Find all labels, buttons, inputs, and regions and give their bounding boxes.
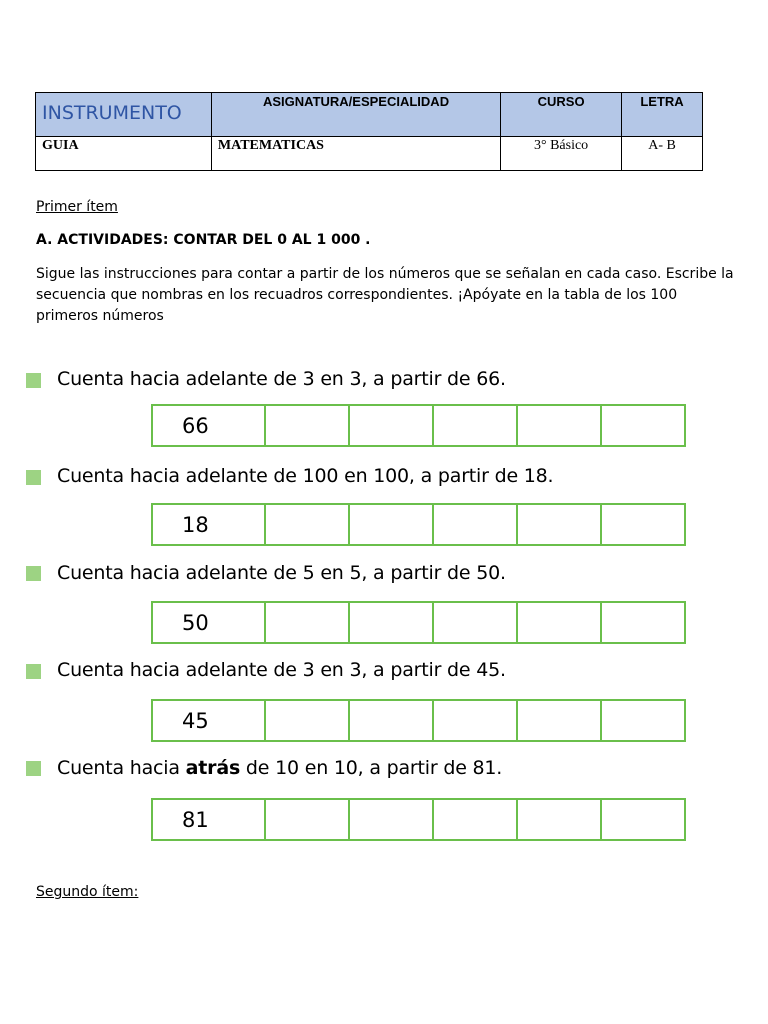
asignatura-label: ASIGNATURA/ESPECIALIDAD xyxy=(262,94,450,109)
asignatura-value: MATEMATICAS xyxy=(217,138,324,153)
instrumento-label: INSTRUMENTO xyxy=(42,102,182,124)
letra-value-cell xyxy=(622,137,703,171)
answer-box[interactable] xyxy=(434,406,518,445)
answer-box[interactable] xyxy=(350,603,434,642)
square-bullet-icon xyxy=(26,761,41,776)
answer-box[interactable] xyxy=(350,505,434,544)
answer-box[interactable] xyxy=(602,505,684,544)
square-bullet-icon xyxy=(26,566,41,581)
primer-item-label: Primer ítem xyxy=(36,199,118,215)
answer-box[interactable] xyxy=(266,505,350,544)
exercise-title: Cuenta hacia adelante de 5 en 5, a partir de 50. xyxy=(57,562,506,584)
answer-boxes xyxy=(151,699,686,742)
answer-box[interactable] xyxy=(518,800,602,839)
answer-box[interactable] xyxy=(350,701,434,740)
exercise-title: Cuenta hacia adelante de 3 en 3, a partir de 45. xyxy=(57,659,506,681)
header-values-row xyxy=(36,137,703,171)
curso-header-cell xyxy=(501,93,622,137)
square-bullet-icon xyxy=(26,470,41,485)
answer-box[interactable] xyxy=(434,800,518,839)
start-number-box: 45 xyxy=(153,701,266,740)
answer-boxes xyxy=(151,798,686,841)
answer-box[interactable] xyxy=(350,800,434,839)
answer-box[interactable] xyxy=(518,505,602,544)
exercise-title: Cuenta hacia atrás de 10 en 10, a partir de 81. xyxy=(57,757,503,779)
square-bullet-icon xyxy=(26,664,41,679)
asignatura-header-cell xyxy=(211,93,500,137)
exercise-title: Cuenta hacia adelante de 100 en 100, a partir de 18. xyxy=(57,465,554,487)
letra-label: LETRA xyxy=(640,94,684,109)
start-number-box: 50 xyxy=(153,603,266,642)
start-number-box: 66 xyxy=(153,406,266,445)
exercise-title: Cuenta hacia adelante de 3 en 3, a partir de 66. xyxy=(57,368,506,390)
answer-boxes xyxy=(151,404,686,447)
header-row xyxy=(36,93,703,137)
header-table xyxy=(35,92,703,171)
answer-box[interactable] xyxy=(602,800,684,839)
answer-box[interactable] xyxy=(266,406,350,445)
instructions-text: Sigue las instrucciones para contar a partir de los números que se señalan en cada caso. Escribe la secuencia que nombras en los recuadros correspondientes. ¡Apóyate en la tabla de los 100 primeros números xyxy=(36,266,734,324)
answer-boxes xyxy=(151,601,686,644)
start-number-box: 81 xyxy=(153,800,266,839)
answer-box[interactable] xyxy=(518,701,602,740)
segundo-item-label: Segundo ítem: xyxy=(36,884,139,900)
asignatura-value-cell xyxy=(211,137,500,171)
answer-box[interactable] xyxy=(518,603,602,642)
answer-box[interactable] xyxy=(602,603,684,642)
letra-value: A- B xyxy=(648,138,676,153)
letra-header-cell xyxy=(622,93,703,137)
answer-boxes xyxy=(151,503,686,546)
curso-value: 3° Básico xyxy=(533,138,589,153)
answer-box[interactable] xyxy=(266,603,350,642)
answer-box[interactable] xyxy=(266,800,350,839)
answer-box[interactable] xyxy=(434,701,518,740)
curso-label: CURSO xyxy=(537,94,585,109)
answer-box[interactable] xyxy=(350,406,434,445)
answer-box[interactable] xyxy=(434,603,518,642)
instrumento-value: GUIA xyxy=(42,138,79,153)
answer-box[interactable] xyxy=(602,701,684,740)
answer-box[interactable] xyxy=(266,701,350,740)
instrumento-header-cell xyxy=(36,93,212,137)
answer-box[interactable] xyxy=(434,505,518,544)
answer-box[interactable] xyxy=(602,406,684,445)
section-title: A. ACTIVIDADES: CONTAR DEL 0 AL 1 000 . xyxy=(36,232,371,248)
instrumento-value-cell xyxy=(36,137,212,171)
curso-value-cell xyxy=(501,137,622,171)
square-bullet-icon xyxy=(26,373,41,388)
answer-box[interactable] xyxy=(518,406,602,445)
start-number-box: 18 xyxy=(153,505,266,544)
